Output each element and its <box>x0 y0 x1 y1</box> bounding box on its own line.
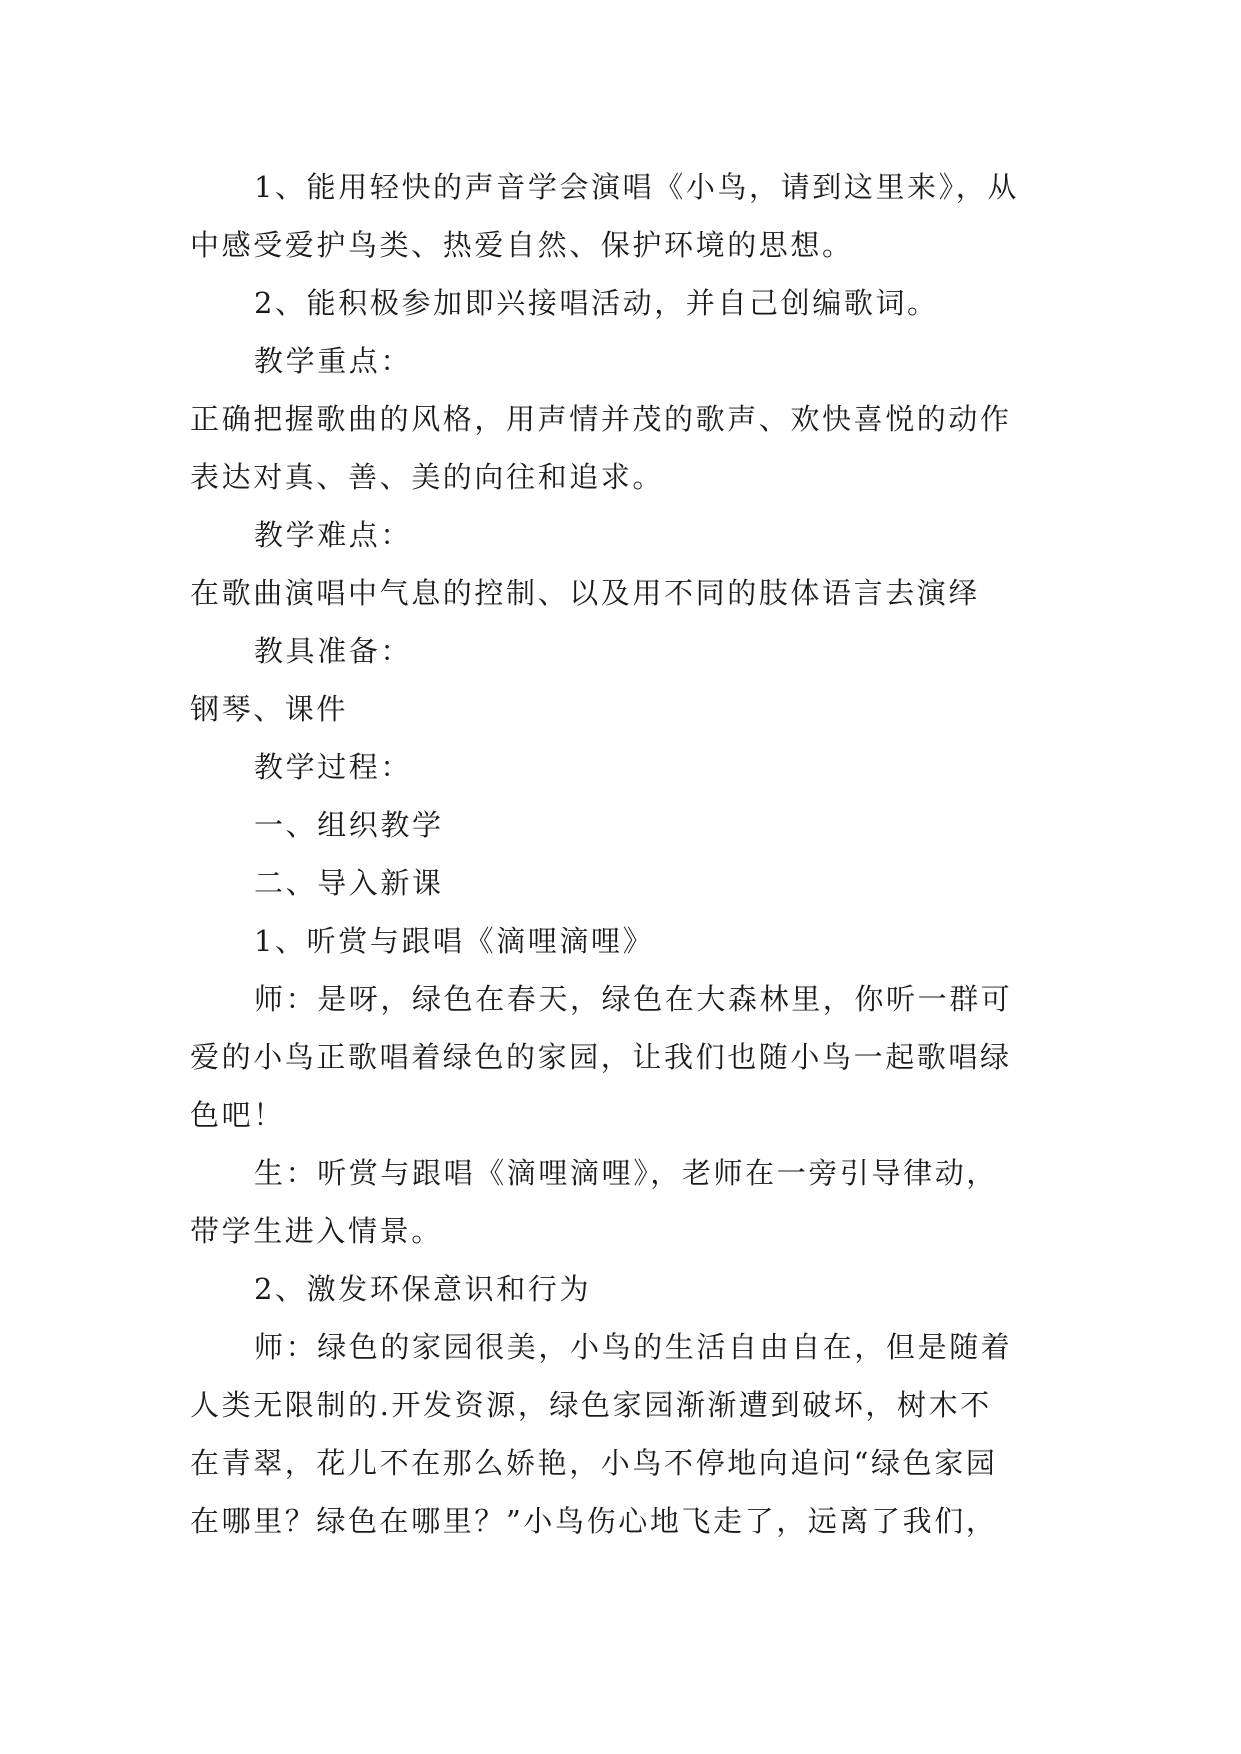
text-line: 在歌曲演唱中气息的控制、以及用不同的肢体语言去演绎 <box>190 576 981 610</box>
text-line: 表达对真、善、美的向往和追求。 <box>190 460 665 494</box>
text-line: 师：绿色的家园很美，小鸟的生活自由自在，但是随着 <box>254 1330 1013 1364</box>
text-line: 在青翠，花儿不在那么娇艳，小鸟不停地向追问“绿色家园 <box>190 1446 998 1480</box>
text-line: 正确把握歌曲的风格，用声情并茂的歌声、欢快喜悦的动作 <box>190 402 1012 436</box>
text-line: 人类无限制的.开发资源，绿色家园渐渐遭到破坏，树木不 <box>190 1388 992 1422</box>
section-heading: 教学难点： <box>254 518 413 552</box>
section-heading: 教学重点： <box>254 344 413 378</box>
text-line: 一、组织教学 <box>254 808 444 842</box>
text-line: 在哪里？绿色在哪里？”小鸟伤心地飞走了，远离了我们， <box>190 1504 998 1538</box>
text-line: 2、能积极参加即兴接唱活动，并自己创编歌词。 <box>254 286 939 320</box>
text-line: 中感受爱护鸟类、热爱自然、保护环境的思想。 <box>190 228 854 262</box>
text-line: 爱的小鸟正歌唱着绿色的家园，让我们也随小鸟一起歌唱绿 <box>190 1040 1012 1074</box>
text-line: 师：是呀，绿色在春天，绿色在大森林里，你听一群可 <box>254 982 1013 1016</box>
section-heading: 教具准备： <box>254 634 413 668</box>
text-line: 生：听赏与跟唱《滴哩滴哩》，老师在一旁引导律动， <box>254 1156 998 1190</box>
text-line: 1、能用轻快的声音学会演唱《小鸟，请到这里来》，从 <box>254 170 1019 204</box>
text-line: 钢琴、课件 <box>190 692 349 726</box>
text-line: 带学生进入情景。 <box>190 1214 443 1248</box>
text-line: 1、听赏与跟唱《滴哩滴哩》 <box>254 924 655 958</box>
text-line: 二、导入新课 <box>254 866 444 900</box>
document-body <box>190 158 1060 1550</box>
text-line: 色吧！ <box>190 1098 285 1132</box>
text-line: 2、激发环保意识和行为 <box>254 1272 592 1306</box>
section-heading: 教学过程： <box>254 750 413 784</box>
